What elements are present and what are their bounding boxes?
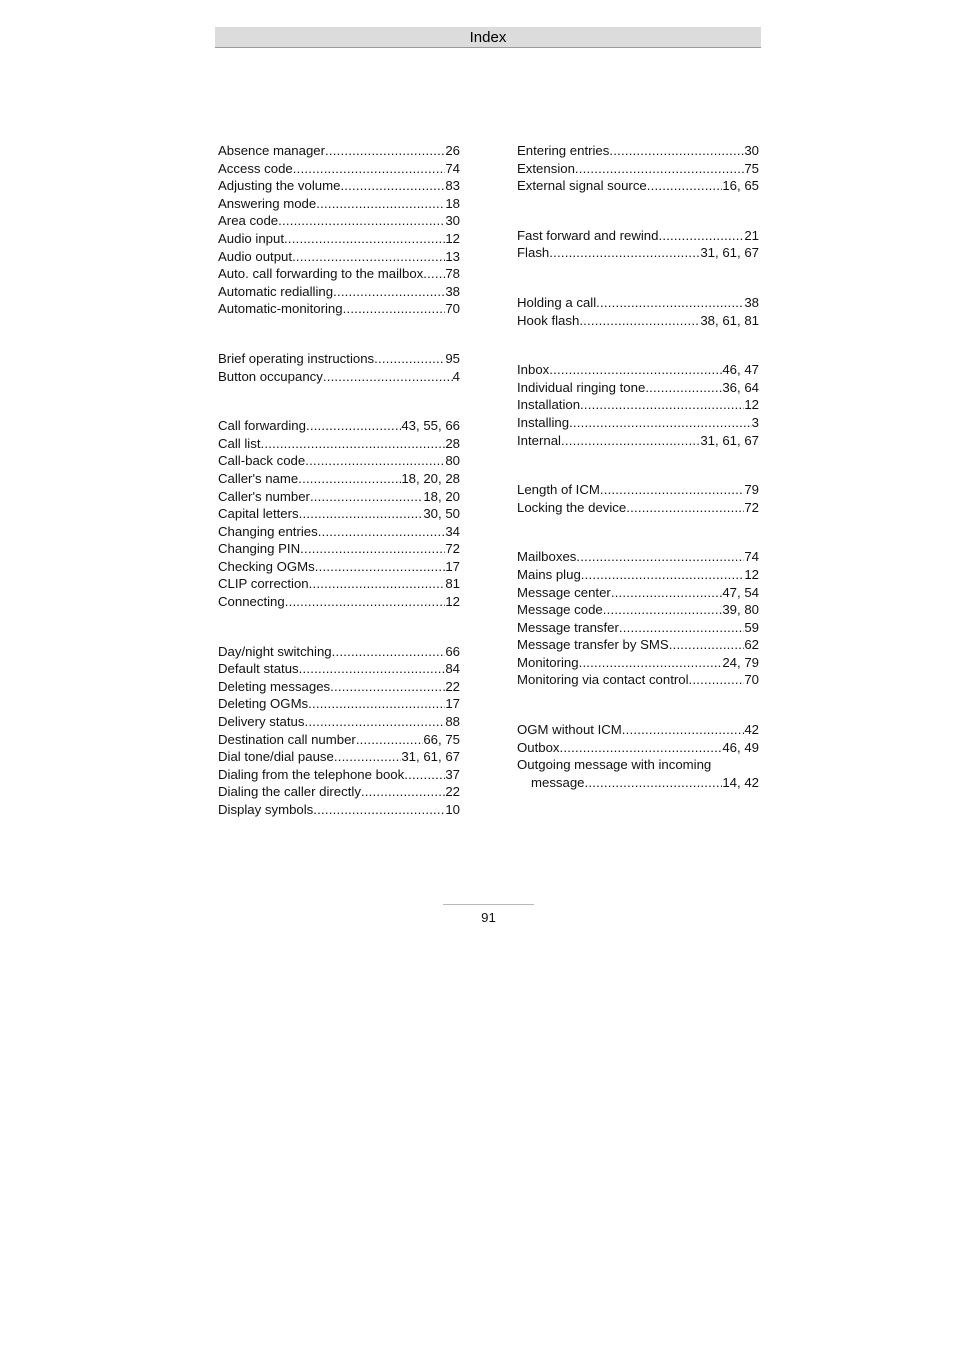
index-term: Internal [517, 432, 561, 448]
index-entry [517, 361, 759, 379]
index-term: Monitoring [517, 654, 579, 670]
dot-leader [292, 248, 445, 266]
index-entry [517, 584, 759, 602]
index-entry [517, 142, 759, 160]
dot-leader [316, 195, 445, 213]
dot-leader [603, 601, 723, 619]
dot-leader [585, 774, 723, 792]
page-number: 91 [481, 910, 496, 925]
index-entry [218, 265, 460, 283]
index-entry [218, 643, 460, 661]
page-references: 38 [744, 294, 759, 310]
index-term: Extension [517, 160, 575, 176]
index-column-left [218, 142, 460, 819]
dot-leader [549, 244, 700, 262]
dot-leader [309, 575, 446, 593]
index-term: Day/night switching [218, 643, 332, 659]
index-entry [218, 488, 460, 506]
index-entry [218, 766, 460, 784]
dot-leader [549, 361, 722, 379]
page-references: 72 [445, 541, 460, 557]
page-references: 26 [445, 143, 460, 158]
index-entry [517, 601, 759, 619]
index-term: Area code [218, 213, 279, 229]
dot-leader [619, 619, 744, 637]
index-entry [517, 654, 759, 672]
dot-leader [334, 748, 401, 766]
page-references: 18, 20 [423, 488, 460, 504]
index-entry [218, 417, 460, 435]
page-references: 36, 64 [722, 379, 759, 395]
index-term: Dial tone/dial pause [218, 749, 334, 765]
dot-leader [622, 721, 745, 739]
dot-leader [669, 636, 745, 654]
dot-leader [423, 265, 445, 283]
index-term: Length of ICM [517, 482, 600, 498]
index-entry [218, 523, 460, 541]
dot-leader [284, 230, 445, 248]
dot-leader [626, 499, 744, 517]
dot-leader [323, 368, 453, 386]
page-references: 43, 55, 66 [401, 418, 460, 434]
index-term: Deleting OGMs [218, 696, 309, 712]
dot-leader [315, 558, 446, 576]
index-term: Auto. call forwarding to the mailbox [218, 266, 424, 282]
page-references: 31, 61, 67 [700, 432, 759, 448]
index-term: Dialing the caller directly [218, 784, 361, 800]
index-term: Answering mode [218, 195, 317, 211]
index-entry [218, 212, 460, 230]
index-term: Audio output [218, 248, 293, 264]
index-entry [517, 312, 759, 330]
dot-leader [299, 505, 424, 523]
dot-leader [306, 417, 401, 435]
page-references: 17 [445, 696, 460, 712]
dot-leader [325, 142, 445, 160]
index-term: Absence manager [218, 143, 326, 158]
index-entry [218, 195, 460, 213]
index-term: Capital letters [218, 506, 299, 522]
index-entry [218, 230, 460, 248]
index-entry [517, 432, 759, 450]
index-entry [218, 575, 460, 593]
index-entry [218, 678, 460, 696]
dot-leader [647, 177, 723, 195]
index-term: CLIP correction [218, 576, 309, 592]
index-entry [517, 671, 759, 689]
index-term: OGM without ICM [517, 722, 622, 738]
page-references: 30 [744, 143, 759, 158]
dot-leader [308, 695, 445, 713]
page-references: 31, 61, 67 [401, 749, 460, 765]
page-references: 75 [744, 160, 759, 176]
page-references: 37 [445, 766, 460, 782]
index-letter-group [517, 361, 759, 449]
index-letter-group [218, 643, 460, 819]
index-term: Default status [218, 661, 299, 677]
index-entry [218, 783, 460, 801]
index-term: Caller's number [218, 488, 310, 504]
index-letter-group [517, 142, 759, 195]
index-entry [218, 731, 460, 749]
index-entry [218, 177, 460, 195]
dot-leader [658, 227, 744, 245]
index-entry [218, 283, 460, 301]
page-references: 46, 49 [722, 739, 759, 755]
index-entry [218, 248, 460, 266]
index-term: Hook flash [517, 312, 580, 328]
index-term: Connecting [218, 594, 285, 610]
index-entry [517, 499, 759, 517]
index-term: External signal source [517, 178, 647, 194]
index-term: Mailboxes [517, 549, 577, 565]
index-term: message [531, 774, 585, 790]
index-term: Automatic-monitoring [218, 301, 343, 317]
dot-leader [581, 566, 745, 584]
index-entry [218, 160, 460, 178]
page-references: 12 [445, 594, 460, 610]
index-term: Checking OGMs [218, 558, 315, 574]
page-references: 78 [445, 266, 460, 282]
dot-leader [298, 470, 401, 488]
dot-leader [579, 654, 723, 672]
page-references: 4 [452, 368, 460, 384]
page-references: 21 [744, 227, 759, 243]
dot-leader [361, 783, 445, 801]
index-entry [517, 756, 759, 774]
dot-leader [404, 766, 445, 784]
dot-leader [579, 312, 700, 330]
page-references: 66, 75 [423, 731, 460, 747]
index-entry [218, 593, 460, 611]
index-entry [218, 748, 460, 766]
index-term: Dialing from the telephone book [218, 766, 405, 782]
dot-leader [611, 584, 723, 602]
index-entry [517, 566, 759, 584]
dot-leader [576, 548, 744, 566]
index-entry [517, 177, 759, 195]
index-entry [517, 481, 759, 499]
index-term: Brief operating instructions [218, 350, 375, 366]
page-references: 72 [744, 499, 759, 515]
dot-leader [332, 643, 446, 661]
index-entry [517, 548, 759, 566]
index-letter-group [218, 350, 460, 385]
dot-leader [609, 142, 744, 160]
index-entry [218, 505, 460, 523]
index-term: Outgoing message with incoming [517, 757, 712, 773]
index-entry [517, 227, 759, 245]
dot-leader [300, 540, 445, 558]
dot-leader [304, 713, 445, 731]
dot-leader [374, 350, 445, 368]
index-term: Installing [517, 414, 570, 430]
index-entry [218, 540, 460, 558]
index-entry [517, 294, 759, 312]
page-references: 3 [751, 414, 759, 430]
index-entry [218, 470, 460, 488]
dot-leader [318, 523, 446, 541]
page-references: 30 [445, 213, 460, 229]
page-references: 88 [445, 714, 460, 730]
index-term: Installation [517, 397, 581, 413]
index-entry [218, 558, 460, 576]
index-term: Message transfer [517, 619, 619, 635]
index-term: Changing entries [218, 523, 318, 539]
index-term: Flash [517, 245, 550, 261]
page-references: 30, 50 [423, 506, 460, 522]
page-references: 46, 47 [722, 362, 759, 378]
index-term: Holding a call [517, 294, 597, 310]
index-entry [517, 619, 759, 637]
index-letter-group [218, 142, 460, 318]
page-references: 14, 42 [722, 774, 759, 790]
dot-leader [600, 481, 744, 499]
index-letter-group [517, 721, 759, 791]
dot-leader [575, 160, 744, 178]
dot-leader [305, 452, 445, 470]
header-bar [215, 27, 761, 48]
index-entry [218, 300, 460, 318]
index-term: Button occupancy [218, 368, 323, 384]
page-references: 79 [744, 482, 759, 498]
dot-leader [293, 160, 446, 178]
index-term: Call forwarding [218, 418, 306, 434]
index-letter-group [517, 294, 759, 329]
page-references: 34 [445, 523, 460, 539]
page-title: Index [469, 29, 507, 46]
index-letter-group [218, 417, 460, 611]
dot-leader [299, 660, 446, 678]
page-references: 38 [445, 283, 460, 299]
dot-leader [580, 396, 744, 414]
index-term: Call-back code [218, 453, 306, 469]
index-term: Message transfer by SMS [517, 637, 669, 653]
index-entry [218, 660, 460, 678]
page-references: 22 [445, 678, 460, 694]
index-term: Call list [218, 435, 261, 451]
index-entry [517, 396, 759, 414]
page-references: 70 [744, 672, 759, 688]
index-column-right [517, 142, 759, 791]
index-term: Adjusting the volume [218, 178, 341, 194]
page-references: 47, 54 [722, 584, 759, 600]
page-references: 16, 65 [722, 178, 759, 194]
page-references: 28 [445, 435, 460, 451]
page-references: 24, 79 [722, 654, 759, 670]
index-term: Delivery status [218, 714, 305, 730]
index-term: Outbox [517, 739, 560, 755]
dot-leader [278, 212, 445, 230]
index-term: Inbox [517, 362, 550, 378]
index-entry [517, 244, 759, 262]
dot-leader [689, 671, 745, 689]
index-entry [517, 636, 759, 654]
page-references: 13 [445, 248, 460, 264]
page-references: 80 [445, 453, 460, 469]
page-references: 62 [744, 637, 759, 653]
index-entry [218, 435, 460, 453]
page-references: 83 [445, 178, 460, 194]
dot-leader [343, 300, 446, 318]
index-letter-group [517, 227, 759, 262]
index-term: Individual ringing tone [517, 379, 646, 395]
index-entry [517, 739, 759, 757]
index-letter-group [517, 548, 759, 689]
index-entry [517, 721, 759, 739]
index-term: Access code [218, 160, 293, 176]
dot-leader [330, 678, 445, 696]
page-references: 12 [744, 566, 759, 582]
dot-leader [261, 435, 446, 453]
dot-leader [560, 739, 723, 757]
dot-leader [596, 294, 744, 312]
index-term: Destination call number [218, 731, 356, 747]
page-references: 18 [445, 195, 460, 211]
dot-leader [645, 379, 722, 397]
page-references: 59 [744, 619, 759, 635]
index-entry [517, 160, 759, 178]
index-term: Monitoring via contact control [517, 672, 689, 688]
index-term: Audio input [218, 230, 284, 246]
index-term: Caller's name [218, 470, 299, 486]
index-term: Fast forward and rewind [517, 227, 659, 243]
dot-leader [356, 731, 424, 749]
page-references: 17 [445, 558, 460, 574]
index-term: Message code [517, 602, 603, 618]
index-term: Locking the device [517, 499, 627, 515]
index-entry [218, 801, 460, 819]
index-term: Display symbols [218, 802, 314, 817]
index-entry [218, 142, 460, 160]
page-references: 84 [445, 661, 460, 677]
page-references: 42 [744, 722, 759, 738]
dot-leader [285, 593, 446, 611]
index-letter-group [517, 481, 759, 516]
index-term: Automatic redialling [218, 283, 334, 299]
dot-leader [333, 283, 445, 301]
dot-leader [569, 414, 752, 432]
index-term: Changing PIN [218, 541, 301, 557]
page-references: 12 [744, 397, 759, 413]
index-entry [517, 774, 759, 792]
index-term: Deleting messages [218, 678, 331, 694]
page-references: 12 [445, 230, 460, 246]
page-references: 38, 61, 81 [700, 312, 759, 328]
page-references: 10 [445, 802, 460, 817]
index-entry [218, 350, 460, 368]
index-term: Entering entries [517, 143, 610, 158]
dot-leader [313, 801, 445, 819]
page-references: 39, 80 [722, 602, 759, 618]
page-references: 22 [445, 784, 460, 800]
index-entry [218, 695, 460, 713]
index-term: Mains plug [517, 566, 581, 582]
page-references: 74 [744, 549, 759, 565]
page-references: 74 [445, 160, 460, 176]
dot-leader [340, 177, 445, 195]
footer-divider [443, 904, 534, 905]
index-entry [218, 368, 460, 386]
index-entry [517, 379, 759, 397]
page-references: 70 [445, 301, 460, 317]
page-references: 18, 20, 28 [401, 470, 460, 486]
index-term: Message center [517, 584, 611, 600]
index-entry [517, 414, 759, 432]
page-references: 31, 61, 67 [700, 245, 759, 261]
page-references: 81 [445, 576, 460, 592]
dot-leader [310, 488, 423, 506]
page-references: 95 [445, 350, 460, 366]
dot-leader [561, 432, 700, 450]
index-entry [218, 713, 460, 731]
page-references: 66 [445, 643, 460, 659]
index-entry [218, 452, 460, 470]
